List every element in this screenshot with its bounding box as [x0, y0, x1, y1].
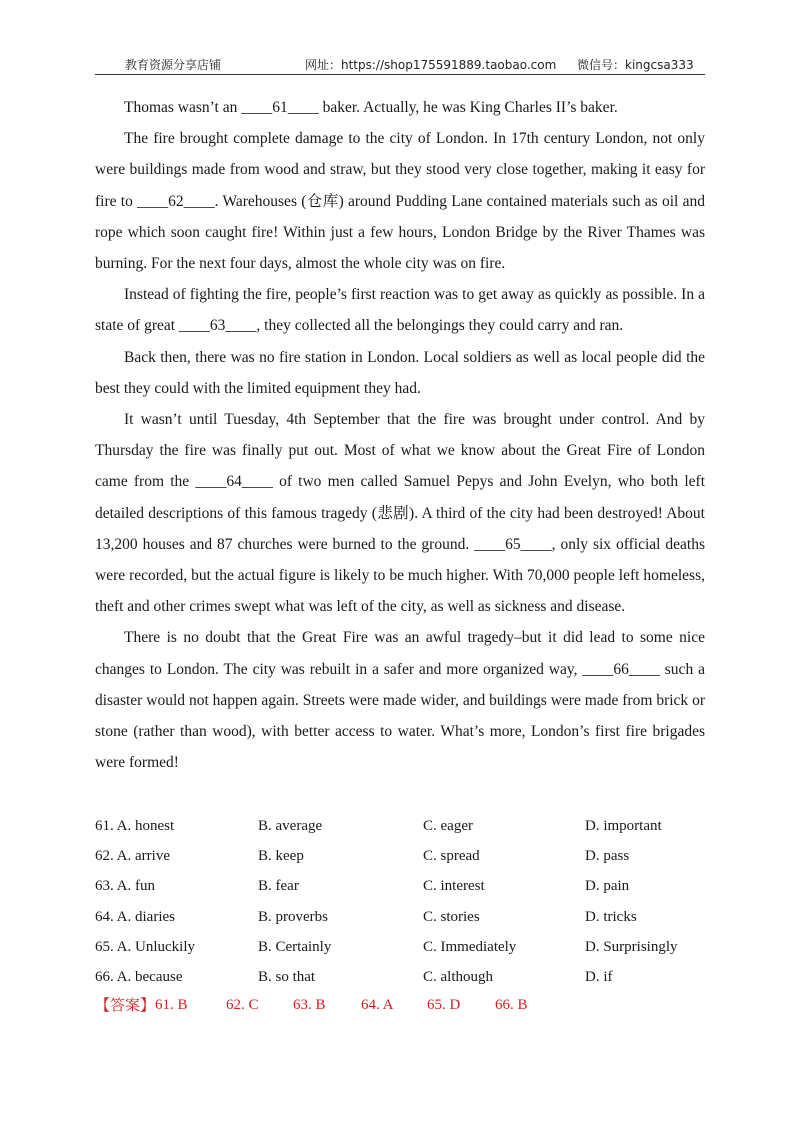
option-65-d: D. Surprisingly	[585, 938, 678, 955]
question-61-options	[95, 811, 715, 841]
option-64-c: C. stories	[423, 908, 480, 925]
answer-62: 62. C	[226, 997, 259, 1013]
question-63-options	[95, 871, 715, 901]
option-64-d: D. tricks	[585, 908, 637, 925]
option-62-a: 62. A. arrive	[95, 848, 170, 865]
passage-paragraph-2: The fire brought complete damage to the city of London. In 17th century London, not only were buildings made from wood and straw, but they stood very close together, making it easy for fire to ____62____. Warehouses (仓库) around Pudding Lane contained materials such as oil and rope which soon caught fire! Within just a few hours, London Bridge by the River Thames was burning. For the next four days, almost the whole city was on fire.	[95, 130, 705, 273]
passage-paragraph-1: Thomas wasn’t an ____61____ baker. Actually, he was King Charles II’s baker.	[124, 99, 618, 116]
option-61-c: C. eager	[423, 818, 473, 834]
option-63-a: 63. A. fun	[95, 878, 155, 895]
answer-label: 【答案】	[95, 996, 156, 1014]
option-64-a: 64. A. diaries	[95, 908, 175, 925]
question-66-options	[95, 962, 715, 992]
answer-63: 63. B	[293, 997, 326, 1013]
option-65-b: B. Certainly	[258, 938, 332, 955]
option-64-b: B. proverbs	[258, 908, 328, 925]
passage-paragraph-3: Instead of fighting the fire, people’s first reaction was to get away as quickly as possible. In a state of great ____63____, they collected all the belongings they could carry and ran.	[95, 286, 705, 335]
option-65-c: C. Immediately	[423, 938, 517, 955]
option-61-d: D. important	[585, 818, 662, 834]
answer-66: 66. B	[495, 997, 528, 1013]
passage-paragraph-4: Back then, there was no fire station in London. Local soldiers as well as local people did the best they could with the limited equipment they had.	[95, 348, 705, 397]
answer-61: 61. B	[155, 997, 188, 1013]
option-63-b: B. fear	[258, 878, 299, 895]
option-66-a: 66. A. because	[95, 968, 183, 985]
option-65-a: 65. A. Unluckily	[95, 938, 195, 955]
option-63-c: C. interest	[423, 878, 485, 895]
header-wechat: 微信号：kingcsa333	[577, 58, 694, 72]
passage	[95, 92, 705, 778]
passage-paragraph-6: There is no doubt that the Great Fire was an awful tragedy–but it did lead to some nice changes to London. The city was rebuilt in a safer and more organized way, ____66____ such a disaster would not happen again. Streets were made wider, and buildings were made from brick or stone (rather than wood), with better access to water. What’s more, London’s first fire brigades were formed!	[95, 629, 705, 772]
option-66-b: B. so that	[258, 968, 316, 985]
options-list	[95, 811, 715, 992]
option-63-d: D. pain	[585, 878, 630, 895]
option-62-c: C. spread	[423, 848, 480, 865]
answer-65: 65. D	[427, 997, 461, 1013]
option-62-b: B. keep	[258, 848, 304, 865]
option-61-a: 61. A. honest	[95, 818, 175, 834]
passage-paragraph-5: It wasn’t until Tuesday, 4th September that the fire was brought under control. And by Thursday the fire was finally put out. Most of what we know about the Great Fire of London came from the ____64____ of two men called Samuel Pepys and John Evelyn, who both left detailed descriptions of this famous tragedy (悲剧). A third of the city had been destroyed! About 13,200 houses and 87 churches were burned to the ground. ____65____, only six official deaths were recorded, but the actual figure is likely to be much higher. With 70,000 people left homeless, theft and other crimes swept what was left of the city, as well as sickness and disease.	[95, 411, 705, 616]
option-66-d: D. if	[585, 968, 613, 985]
option-62-d: D. pass	[585, 848, 630, 865]
option-61-b: B. average	[258, 818, 323, 834]
option-66-c: C. although	[423, 968, 493, 985]
question-64-options	[95, 902, 715, 932]
answer-64: 64. A	[361, 997, 394, 1013]
question-62-options	[95, 841, 715, 871]
page-header	[95, 56, 705, 75]
question-65-options	[95, 932, 715, 962]
header-shop-name: 教育资源分享店铺	[125, 58, 222, 72]
header-url[interactable]: 网址：https://shop175591889.taobao.com	[305, 58, 557, 72]
